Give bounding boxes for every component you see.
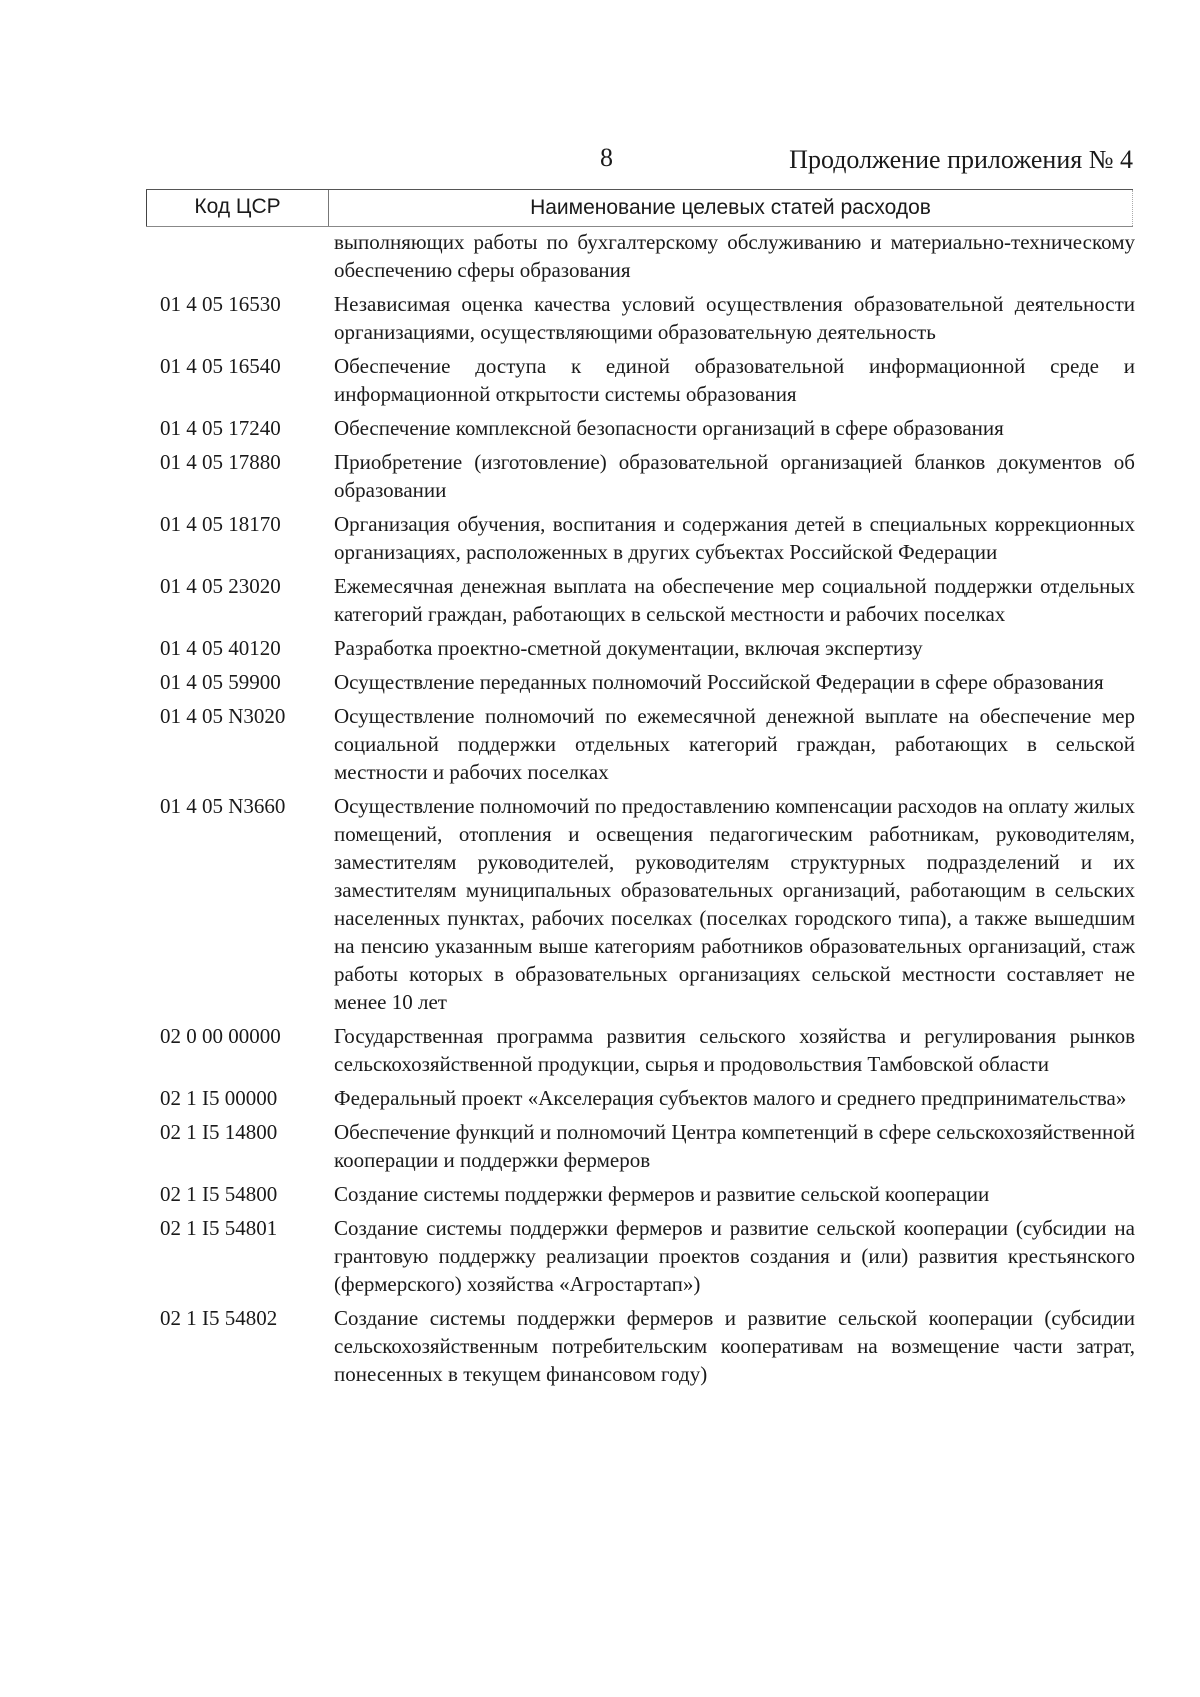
table-row bbox=[160, 510, 1135, 566]
row-text: Организация обучения, воспитания и содержания детей в специальных коррекционных организациях, расположенных в других субъектах Российской Федерации bbox=[334, 512, 1135, 564]
row-text: Создание системы поддержки фермеров и развитие сельской кооперации (субсидии на грантовую поддержку реализации проектов создания и (или) развития крестьянского (фермерского) хозяйства «Агростартап») bbox=[334, 1216, 1135, 1296]
row-text: Создание системы поддержки фермеров и развитие сельской кооперации bbox=[334, 1182, 990, 1206]
table-row bbox=[160, 634, 1135, 662]
row-text: Обеспечение функций и полномочий Центра компетенций в сфере сельскохозяйственной кооперации и поддержки фермеров bbox=[334, 1120, 1135, 1172]
table-row bbox=[160, 290, 1135, 346]
row-code: 01 4 05 59900 bbox=[160, 670, 281, 694]
row-code: 01 4 05 16540 bbox=[160, 354, 281, 378]
row-text: Создание системы поддержки фермеров и развитие сельской кооперации (субсидии сельскохозяйственным потребительским кооперативам на возмещение части затрат, понесенных в текущем финансовом году) bbox=[334, 1306, 1135, 1386]
row-text: Осуществление переданных полномочий Российской Федерации в сфере образования bbox=[334, 670, 1104, 694]
table-header bbox=[146, 189, 1133, 227]
row-text: Федеральный проект «Акселерация субъектов малого и среднего предпринимательства» bbox=[334, 1086, 1127, 1110]
row-code: 02 1 I5 54801 bbox=[160, 1216, 278, 1240]
table-row bbox=[160, 572, 1135, 628]
row-code: 02 1 I5 14800 bbox=[160, 1120, 278, 1144]
table-row bbox=[160, 1304, 1135, 1388]
row-text: Независимая оценка качества условий осуществления образовательной деятельности организациями, осуществляющими образовательную деятельность bbox=[334, 292, 1135, 344]
row-code: 02 1 I5 54802 bbox=[160, 1306, 278, 1330]
row-text: Приобретение (изготовление) образовательной организацией бланков документов об образовании bbox=[334, 450, 1135, 502]
table-row bbox=[160, 1118, 1135, 1174]
row-code: 01 4 05 17880 bbox=[160, 450, 281, 474]
row-text: Государственная программа развития сельского хозяйства и регулирования рынков сельскохозяйственной продукции, сырья и продовольствия Тамбовской области bbox=[334, 1024, 1135, 1076]
row-text: Осуществление полномочий по ежемесячной денежной выплате на обеспечение мер социальной поддержки отдельных категорий граждан, работающих в сельской местности и рабочих поселках bbox=[334, 704, 1135, 784]
table-row bbox=[160, 1180, 1135, 1208]
row-text: Обеспечение комплексной безопасности организаций в сфере образования bbox=[334, 416, 1004, 440]
table-row bbox=[160, 414, 1135, 442]
table-row bbox=[160, 352, 1135, 408]
column-header-name: Наименование целевых статей расходов bbox=[329, 190, 1133, 226]
table-row bbox=[160, 228, 1135, 284]
row-code: 02 0 00 00000 bbox=[160, 1024, 281, 1048]
row-text: выполняющих работы по бухгалтерскому обслуживанию и материально-техническому обеспечению сферы образования bbox=[334, 230, 1135, 282]
row-code: 01 4 05 23020 bbox=[160, 574, 281, 598]
row-code: 01 4 05 18170 bbox=[160, 512, 281, 536]
row-code: 02 1 I5 00000 bbox=[160, 1086, 278, 1110]
row-text: Обеспечение доступа к единой образовательной информационной среде и информационной открытости системы образования bbox=[334, 354, 1135, 406]
page-number: 8 bbox=[600, 143, 613, 172]
row-code: 01 4 05 N3020 bbox=[160, 704, 286, 728]
table-row bbox=[160, 792, 1135, 1016]
row-code: 01 4 05 N3660 bbox=[160, 794, 286, 818]
row-text: Разработка проектно-сметной документации, включая экспертизу bbox=[334, 636, 923, 660]
column-header-code: Код ЦСР bbox=[146, 190, 329, 226]
table-row bbox=[160, 448, 1135, 504]
table-row bbox=[160, 668, 1135, 696]
table-row bbox=[160, 702, 1135, 786]
appendix-header: Продолжение приложения № 4 bbox=[789, 145, 1133, 174]
row-code: 02 1 I5 54800 bbox=[160, 1182, 278, 1206]
row-code: 01 4 05 17240 bbox=[160, 416, 281, 440]
table-row bbox=[160, 1214, 1135, 1298]
row-code: 01 4 05 16530 bbox=[160, 292, 281, 316]
table-body bbox=[160, 228, 1135, 1394]
row-text: Осуществление полномочий по предоставлению компенсации расходов на оплату жилых помещений, отопления и освещения педагогическим работникам, руководителям, заместителям руководителей, руководителям структурных подразделений и их заместителям муниципальных образовательных организаций, работающим в сельских населенных пунктах, рабочих поселках (поселках городского типа), а также вышедшим на пенсию указанным выше категориям работников образовательных организаций, стаж работы которых в образовательных организациях сельской местности составляет не менее 10 лет bbox=[334, 794, 1135, 1014]
row-text: Ежемесячная денежная выплата на обеспечение мер социальной поддержки отдельных категорий граждан, работающих в сельской местности и рабочих поселках bbox=[334, 574, 1135, 626]
row-code bbox=[160, 228, 334, 284]
table-row bbox=[160, 1084, 1135, 1112]
table-row bbox=[160, 1022, 1135, 1078]
row-code: 01 4 05 40120 bbox=[160, 636, 281, 660]
